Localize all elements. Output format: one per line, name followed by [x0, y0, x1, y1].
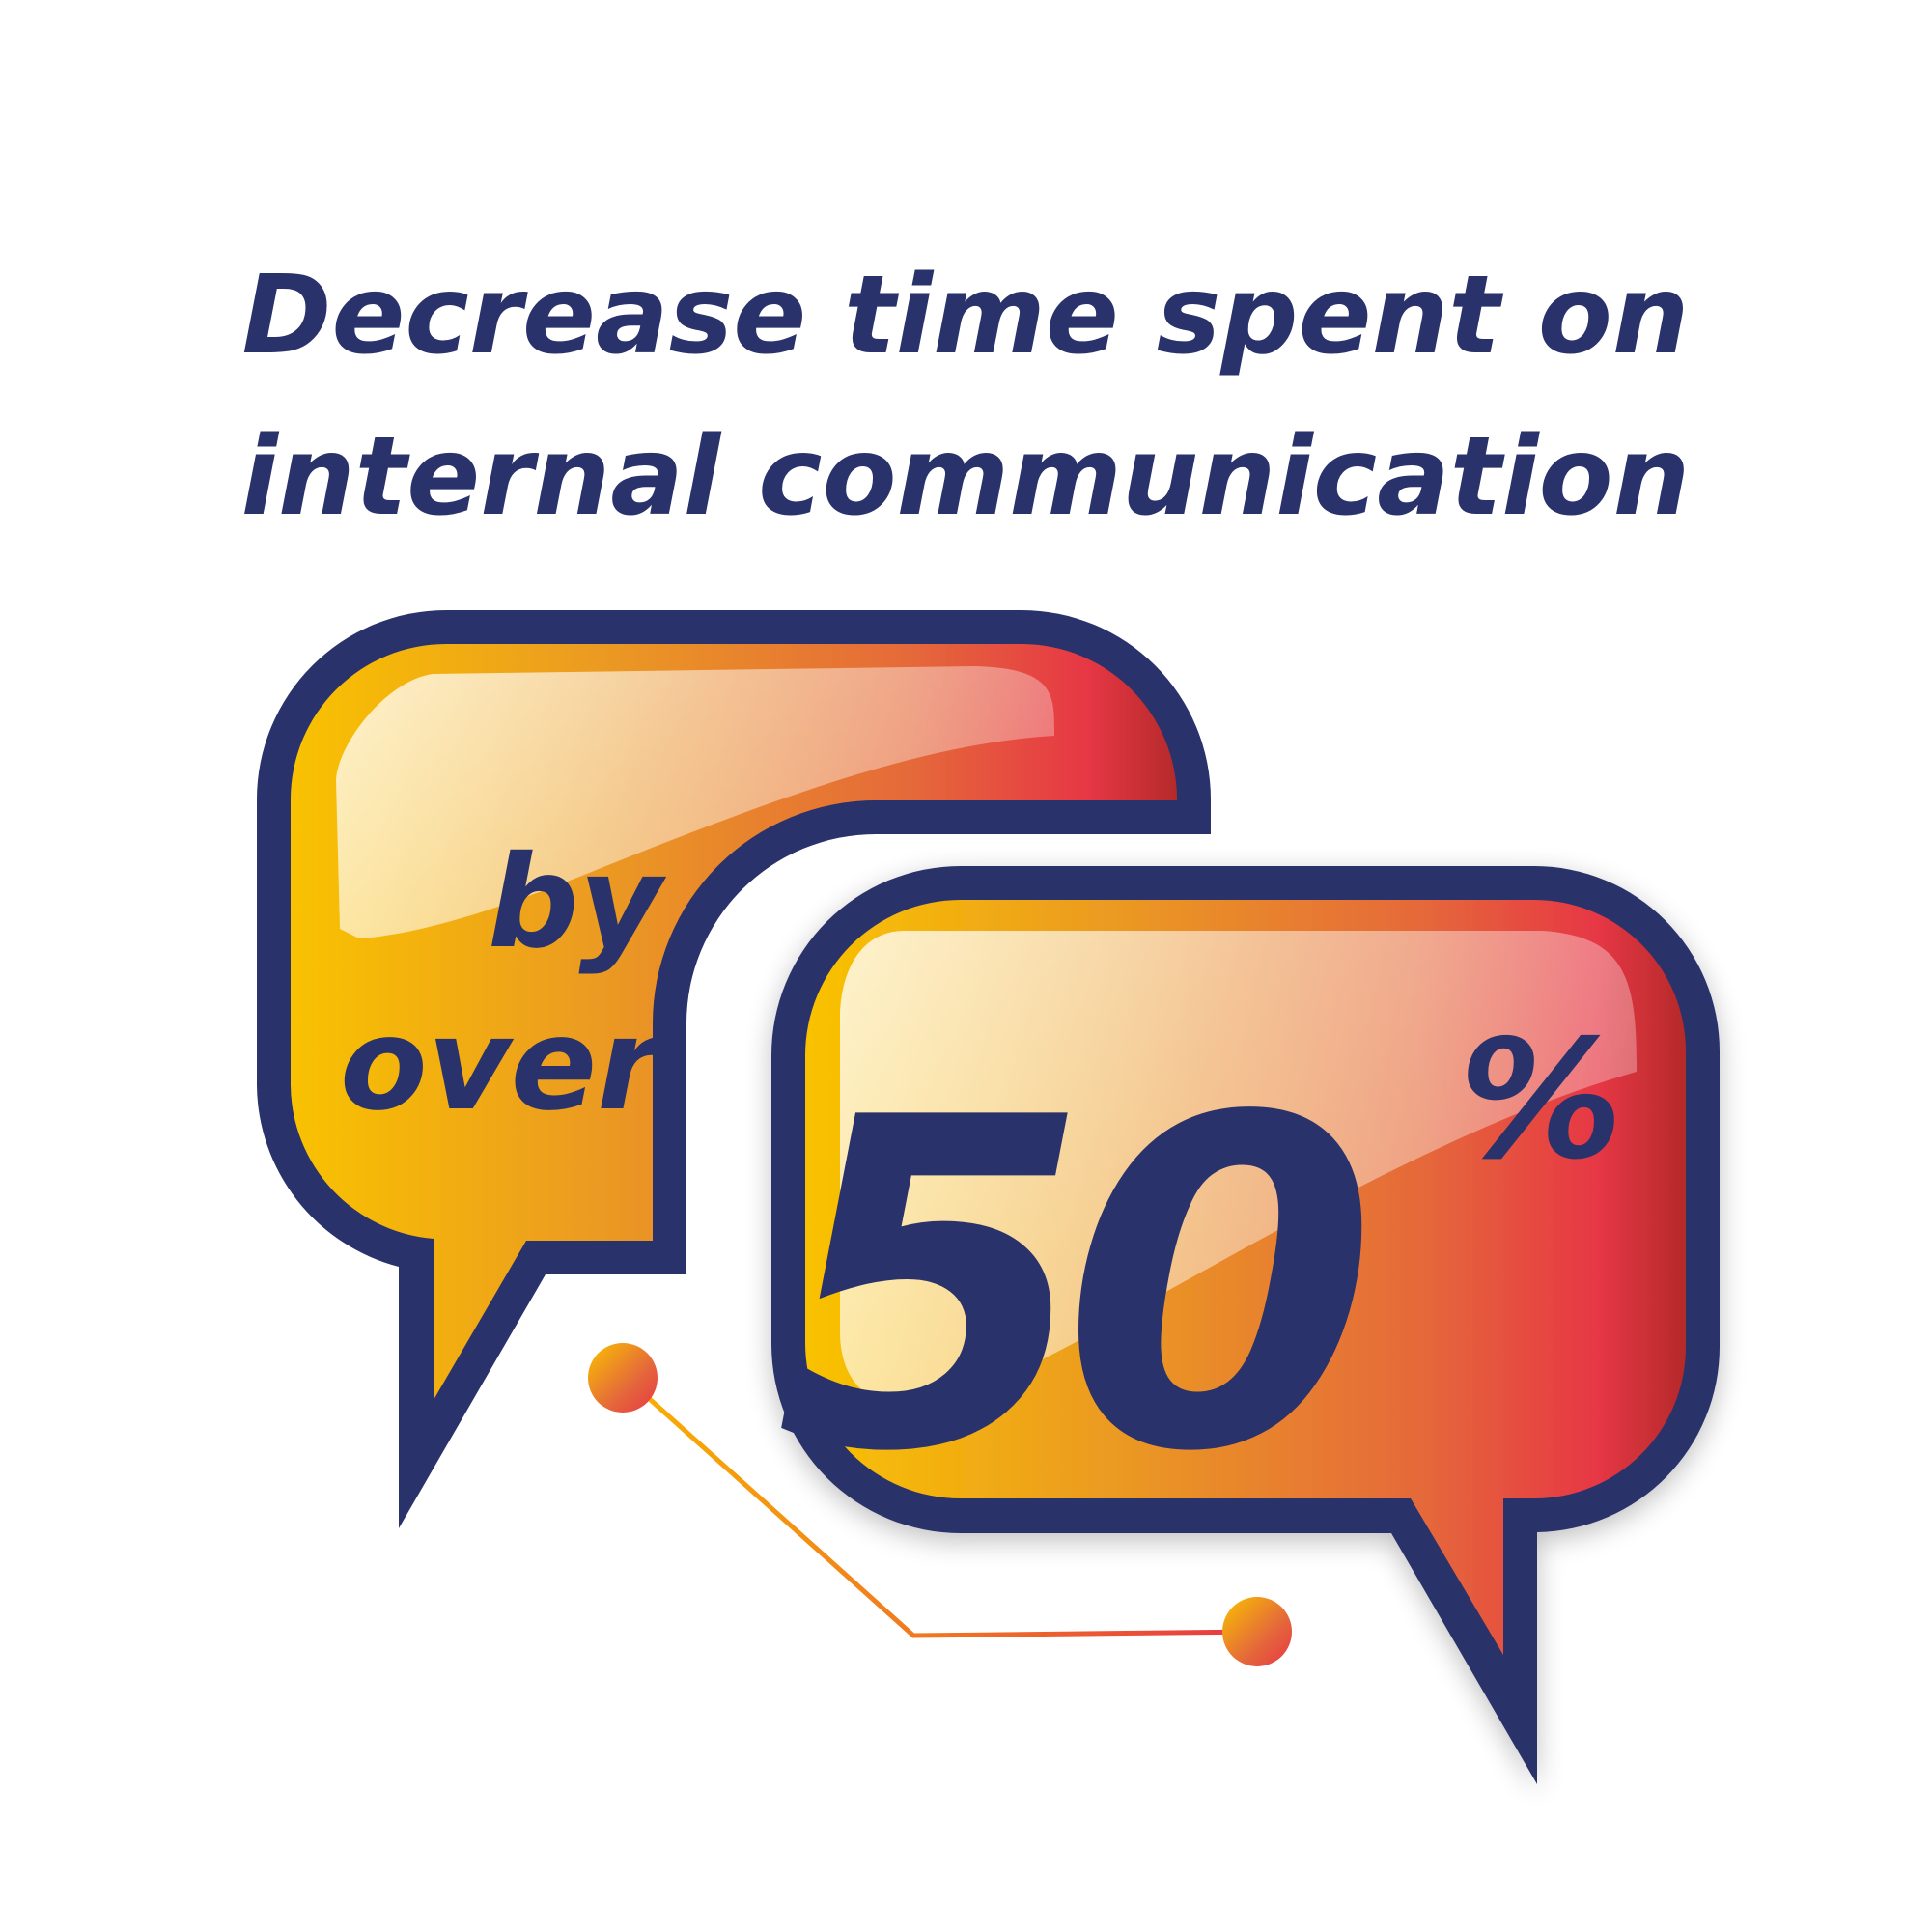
- connector-dot-icon: [588, 1343, 658, 1413]
- fifty-number: 50: [774, 1022, 1350, 1551]
- by-label: by: [488, 828, 662, 977]
- headline-line-1: Decrease time spent on: [241, 253, 1690, 378]
- percent-sign: %: [1458, 1005, 1624, 1196]
- headline-line-2: internal communication: [240, 414, 1691, 540]
- connector-dot-icon: [1222, 1597, 1292, 1666]
- over-label: over: [340, 991, 660, 1139]
